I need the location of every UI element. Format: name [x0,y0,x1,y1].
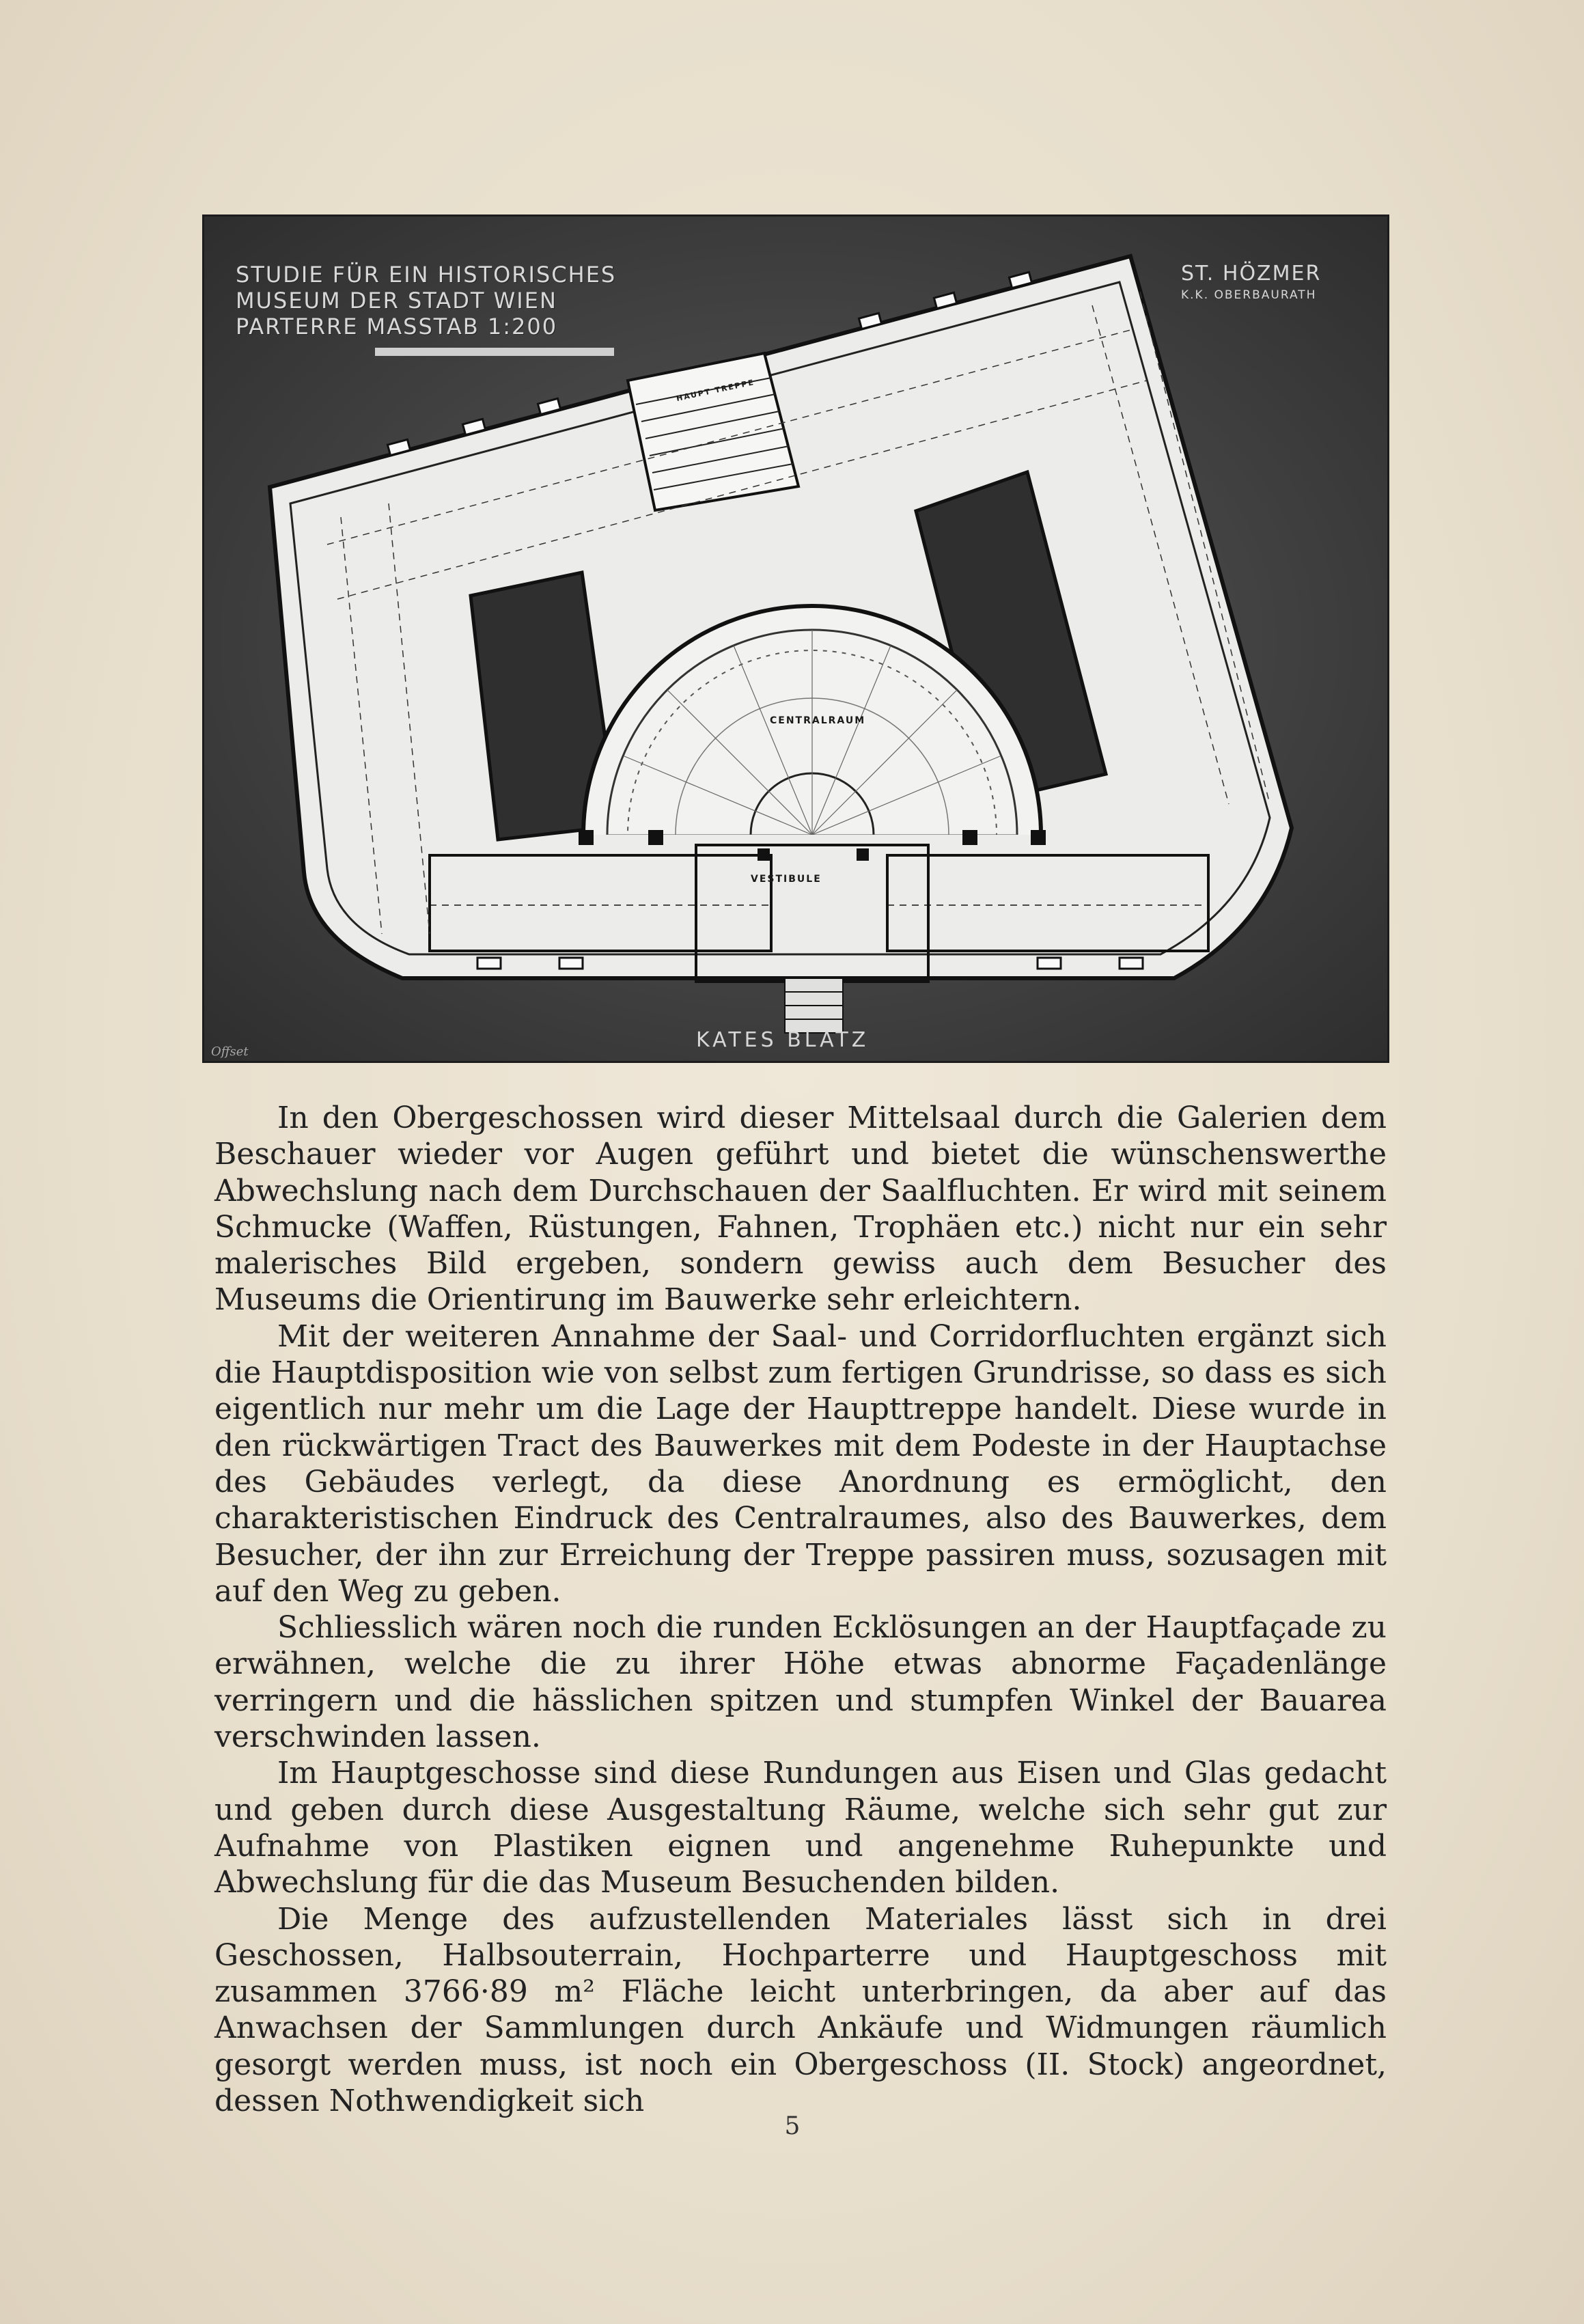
body-text [214,1100,1387,2119]
paragraph: Mit der weiteren Annahme der Saal- und Corridorfluchten ergänzt sich die Hauptdisposition wie von selbst zum fertigen Grundrisse, so dass es sich eigentlich nur mehr um die Lage der Haupttreppe handelt. Diese wurde in den rückwärtigen Tract des Bauwerkes mit dem Podeste in der Hauptachse des Gebäudes verlegt, da diese Anordnung es ermöglicht, den charakteristischen Eindruck des Centralraumes, also des Bauwerkes, dem Besucher, der ihn zur Erreichung der Treppe passiren muss, sozusagen mit auf den Weg zu geben. [214,1318,1387,1609]
paragraph: In den Obergeschossen wird dieser Mittelsaal durch die Galerien dem Beschauer wieder vor Augen geführt und bietet die wünschenswerthe Abwechslung nach dem Durchschauen der Saalfluchten. Er wird mit seinem Schmucke (Waffen, Rüstungen, Fahnen, Trophäen etc.) nicht nur ein sehr malerisches Bild ergeben, sondern gewiss auch dem Besucher des Museums die Orientirung im Bauwerke sehr erleichtern. [214,1101,1387,1318]
paragraph: Die Menge des aufzustellenden Materiales lässt sich in drei Geschossen, Halbsouterrain, Hochparterre und Hauptgeschoss mit zusammen 3766·89 m² Fläche leicht unterbringen, da aber auf das Anwachsen der Sammlungen durch Ankäufe und Widmungen räumlich gesorgt werden muss, ist noch ein Obergeschoss (II. Stock) angeordnet, dessen Nothwendigkeit sich [214,1901,1387,2119]
room-label-vestibule: VESTIBULE [751,874,822,885]
street-label: KATES BLATZ [696,1028,870,1052]
room-label-central: CENTRALRAUM [770,715,866,726]
floor-plan-drawing [204,217,1389,1063]
author-role: K.K. OBERBAURATH [1181,288,1317,302]
author-name: ST. HÖZMER [1181,262,1322,286]
paragraph: Im Hauptgeschosse sind diese Rundungen aus Eisen und Glas gedacht und geben durch diese Ausgestaltung Räume, welche sich sehr gut zur Aufnahme von Plastiken eignen und angenehme Ruhepunkte und Abwechslung für die das Museum Besuchenden bilden. [214,1756,1387,1900]
plate-author [1181,262,1379,302]
plate-signature: Offset [211,1045,249,1059]
page-number: 5 [784,2112,801,2140]
floor-plan-plate [202,215,1389,1063]
paragraph: Schliesslich wären noch die runden Ecklösungen an der Hauptfaçade zu erwähnen, welche die zu ihrer Höhe etwas abnorme Façadenlänge verringern und die hässlichen spitzen und stumpfen Winkel der Bauarea verschwinden lassen. [214,1610,1387,1755]
room-label-stair: HAUPT TREPPE [675,377,755,404]
title-scale-bar [375,348,614,356]
plate-title: STUDIE FÜR EIN HISTORISCHES MUSEUM DER STADT WIEN PARTERRE MASSTAB 1:200 [236,262,617,340]
entrance-steps [785,978,843,1033]
